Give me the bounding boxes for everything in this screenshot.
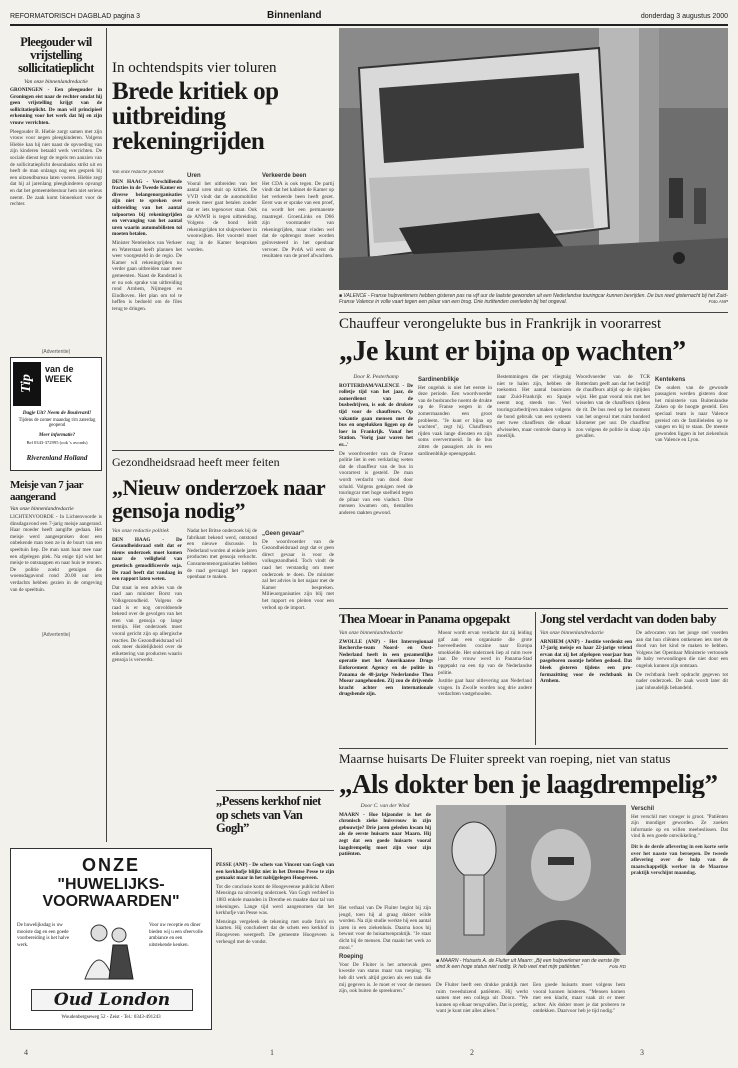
headline: Pleegouder wil vrijstelling sollicitatieplicht: [18, 35, 94, 75]
body-4: Een goede huisarts moet volgens hem vooral kunnen luisteren. "Mensen komen met een klacht, maar vaak zit er meer achter. Als dokter moet je dat proberen te ontdekken. Daarvoor heb je tijd nodig.": [533, 982, 625, 1015]
body-1: Het verhaal van De Fluiter begint bij zijn jeugd, toen hij al graag dokter wilde worden. Na zijn studie werkte hij een aantal jaren in een ziekenhuis. Daarna koos hij bewust voor de huisartsenpraktijk. "Je staat dicht bij de mensen. Dat maakt het werk zo mooi.": [339, 905, 431, 951]
chauffeur-kicker: Chauffeur verongelukte bus in Frankrijk in voorarrest: [339, 316, 662, 332]
chauffeur-col-3: [497, 374, 571, 604]
doctor-image: [436, 805, 626, 955]
body-2: De rechtbank heeft opdracht gegeven tot nader onderzoek. De zaak wordt later dit jaar inhoudelijk behandeld.: [636, 671, 728, 691]
ad-title-1: ONZE: [81, 855, 140, 875]
chauffeur-col-5: [655, 374, 728, 604]
advertisement-label: (Advertentie): [41, 349, 71, 355]
byline: Van onze binnenlandredactie: [339, 630, 403, 636]
gensoja-kicker: Gezondheidsraad heeft meer feiten: [112, 456, 280, 469]
chauffeur-col-2: [418, 374, 492, 604]
caption-text: VALENCE - Franse hulpverleners hebben gisteren pas na vijf uur de laatste gewonden uit een Nederlandse touringcar kunnen bevrijden. De bus reed gisternacht bij het Zuid-Franse Valence in volle vaart tegen een pilaar van een brug. Drie inzittenden overleden bij het ongeval.: [339, 293, 728, 305]
lead: ARNHEM (ANP) - Justitie verdenkt een 17-jarig meisje en haar 22-jarige vriend ervan dat zij het afgelopen voorjaar hun pasgeboren zoontje hebben gedood. Dat bleek gisteren tijdens een pro-formazitting voor de rechtbank in Arnhem.: [540, 638, 632, 685]
gensoja-col-2: [187, 528, 257, 728]
body-2: Het ongeluk is niet het eerste in deze periode. Een woordvoerder van de busbranche noemt de drukte op de Franse wegen in de zomermaanden een groot probleem. "Je kunt er bijna op wachten", zegt hij. Chauffeurs rijden vaak lange diensten en zijn soms oververmoeid. In de bus zitten de passagiers als in een sardinenblikje opeengepakt.: [418, 384, 492, 457]
body-4: Woordvoerder van de TCR Rotterdam geeft aan dat het bedrijf de chauffeurs altijd op de rijtijden wijst. Het gaat vooral mis met het wisselen van de chauffeurs tijdens de rit. De bus reed op het moment van het ongeval met ruim honderd kilometer per uur. De chauffeur zou volgens de politie in slaap zijn gevallen.: [576, 374, 650, 440]
panama-col-1: [339, 630, 433, 745]
footer-mark: 3: [640, 1048, 644, 1057]
chauffeur-headline: „Je kunt er bijna op wachten”: [339, 337, 686, 367]
section-rule: [339, 608, 728, 609]
lead: ROTTERDAM/VALENCE - De rolletje tijd van het jaar, de zomerdienst van de busbedrijven, is ook de drukste tijd voor de chauffeurs. Op vakantie gaan mensen met de bus en ongelukken liggen op de loer in Frankrijk. Vanaf het Station. 'Vorig jaar waren het er...': [339, 382, 413, 448]
page-date: donderdag 3 augustus 2000: [640, 13, 728, 20]
tip-advertisement: [10, 357, 102, 471]
section-rule: [216, 790, 334, 791]
body: LICHTENVOORDE - In Lichtenvoorde is dinsdagavond een 7-jarig meisje aangerand. Haar moeder heeft aangifte gedaan. Het meisje werd aangesproken door een onbekende man toen ze in de buurt van een speeltuin liep. De man nam haar mee naar een afgelegen plek. Na enige tijd wist het meisje te ontsnappen en naar huis te rennen. De politie zoekt getuigen die woensdagavond rond 20.00 uur iets verdachts hebben gezien in de omgeving van de speeltuin.: [10, 514, 102, 593]
lead: DEN HAAG - De Gezondheidsraad stelt dat er nieuw onderzoek moet komen naar de veiligheid van genetisch gemodificeerde soja. De raad heeft dat vandaag in een rapport laten weten.: [112, 536, 182, 583]
maarn-col-1: [339, 803, 431, 903]
subhead: „Geen gevaar”: [262, 531, 305, 537]
tip-line3: Meer informatie?: [38, 433, 76, 438]
byline: Van onze redactie politiek: [112, 528, 169, 534]
body-2: Nadat het Britse onderzoek bij de fabrikant bekend werd, ontstond een nieuwe discussie. In Nederland worden al enkele jaren producten met gensoja verkocht. Consumentenorganisaties hebben de raad gevraagd het rapport openbaar te maken.: [187, 528, 257, 581]
paper-name: REFORMATORISCH DAGBLAD pagina 3: [10, 13, 141, 20]
body-2: Voor De Fluiter is het artsenvak geen kwestie van status maar van roeping. "Ik heb dit werk altijd gezien als een taak die mij gegeven is. Je moet er voor de mensen zijn, ook buiten de spreekuren.": [339, 961, 431, 995]
spits-col-2: [187, 170, 257, 445]
body-1: Moear wordt ervan verdacht dat zij leiding gaf aan een organisatie die grote hoeveelheden cocaïne naar Europa smokkelde. Het onderzoek liep al ruim twee jaar. De vrouw werd in Panama-Stad opgepakt na een tip van de Nederlandse politie.: [438, 630, 532, 676]
gensoja-col-1: [112, 528, 182, 728]
tip-brand: Riverenland Holland: [26, 454, 88, 462]
footer-mark: 2: [470, 1048, 474, 1057]
subhead: Verschil: [631, 806, 655, 812]
lead: GRONINGEN - Een pleegouder in Groningen eist naar de rechter omdat hij geen vrijstelling krijgt van de sollicitatieplicht. De man wil principieel erkenning voor het werk dat hij en zijn vrouw verrichten.: [10, 87, 102, 126]
baby-col-1: [540, 630, 632, 745]
doctor-caption: [436, 958, 626, 980]
ad-title-3: VOORWAARDEN": [42, 893, 180, 910]
byline: Van onze redactie politiek: [112, 170, 164, 175]
ad-footer: Woudenbergseweg 52 - Zeist - Tel.: 0343-491243: [61, 1015, 161, 1020]
body-3: De Fluiter heeft een drukke praktijk met ruim tweeduizend patiënten. Hij werkt samen met een collega uit Doorn. "We kunnen op elkaar terugvallen. Dat is prettig, want je kunt niet alles alleen.": [436, 982, 528, 1015]
lead: PESSE (ANP) - De schets van Vincent van Gogh van een kerkhofje blijkt niet in het Drentse Pesse te zijn gemaakt maar in het nabijgelegen Hoogeveen.: [216, 862, 334, 882]
tip-phone: Bel 0343-372995 (ook 's avonds): [26, 440, 88, 445]
page-header: [10, 8, 728, 26]
article-pleegouder: [10, 36, 102, 313]
vangogh-body: [216, 862, 334, 1038]
ad-right-text: Voor uw receptie en diner bieden wij u een sfeervolle ambiance en een uitstekende keuken.: [149, 923, 203, 948]
tip-line2: Tijdens de zomer maandag t/m zaterdag geopend: [18, 418, 96, 428]
body-2: Mensinga vergeleek de tekening met oude foto's en kaarten. Hij concludeert dat de schets een kerkhof in Hoogeveen weergeeft. De gemeente Hoogeveen is verheugd met de vondst.: [216, 918, 334, 945]
gensoja-headline: „Nieuw onderzoek naar gensoja nodig”: [112, 476, 325, 522]
maarn-col-2: [339, 905, 431, 1030]
body: Pleegouder B. Hiebie zorgt samen met zijn vrouw voor negen pleegkinderen. Volgens Hiebie kan hij niet naast de opvoeding van zijn kinderen betaald werk verrichten. De sociale dienst legt de regels ten aanzien van de sollicitatieplicht desondanks strikt uit en heeft de man onlangs nog een gesprek bij een uitzendbureau laten voeren. Hiebie zegt dat hij al jarenlang pleegkinderen opvangt en dat het gemeentebestuur hem niet serieus neemt. De zaak komt binnenkort voor de rechter.: [10, 128, 102, 208]
subhead: Roeping: [339, 954, 363, 961]
kicker: In ochtendspits vier toluren: [112, 60, 277, 76]
section-title: Binnenland: [267, 10, 322, 21]
chauffeur-col-1: [339, 374, 413, 604]
byline: Van onze binnenlandredactie: [10, 506, 74, 512]
body-1: Dat staat in een advies van de raad aan minister Borst van Volksgezondheid. Volgens de raad is er nog onvoldoende bekend over de gevolgen van het eten van gensoja op lange termijn. Het onderzoek moet vooral gericht zijn op allergische reacties. De Gezondheidsraad wil ook meer duidelijkheid over de etikettering van producten waarin gensoja is verwerkt.: [112, 584, 182, 664]
photo-credit: Foto ANP: [708, 299, 728, 304]
caption-text: MAARN - Huisarts A. de Fluiter uit Maarn: „Bij een hulpverlener van de eerste lijn vind ik een hoge status niet nodig. Ik heb veel met mijn patiënten.”: [436, 958, 620, 970]
lead: ZWOLLE (ANP) - Het Interregionaal Recherche-team Noord- en Oost-Nederland heeft in een gezamenlijke operatie met het Amerikaanse Drugs Enforcement Agency en de politie in Panama de 48-jarige Nederlandse Thea Moear aangehouden. Zij zou de drijvende kracht achter een internationale drugsbende zijn.: [339, 638, 433, 698]
maarn-col-5: [631, 803, 728, 1031]
panama-col-2: [438, 630, 532, 745]
tip-line1: Dagje Uit? Neem de Boulevard!: [22, 410, 92, 416]
body-3: Het CDA is ook tegen. De partij vindt dat het kabinet de Kamer op het verkeerde been heeft gezet. Eerst was er sprake van een proef, nu wordt het een permanente maatregel. GroenLinks en D66 zijn voorstander van rekeningrijden, maar vinden wel dat de opbrengst moet worden geïnvesteerd in het openbaar vervoer. De PvdA wil eerst de resultaten van de proef afwachten.: [262, 180, 334, 260]
ad-brand: Oud London: [31, 989, 193, 1011]
body-1: Tot die conclusie komt de Hoogeveense publicist Albert Mensinga na uitvoerig onderzoek. Van Gogh verbleef in 1883 enkele maanden in Drenthe en maakte daar tal van tekeningen. Lange tijd werd aangenomen dat het kerkhofje van Pesse was.: [216, 883, 334, 917]
section-rule: [339, 312, 728, 313]
body-2: Vooral het uitbreiden van het aantal uren stuit op kritiek. De VVD vindt dat de automobilist steeds meer gaat betalen zonder dat er iets tegenover staat. Ook de ANWB is tegen uitbreiding. Volgens de bond leidt rekeningrijden tot sluipverkeer in woonwijken. Het voorstel moet nog in de Kamer besproken worden.: [187, 180, 257, 253]
ad-title-2: "HUWELIJKS-: [57, 876, 165, 893]
couple-illustration: [75, 919, 145, 981]
body-2: Justitie gaat haar uitlevering aan Nederland vragen. In Zwolle worden nog drie andere verdachten vastgehouden.: [438, 678, 532, 698]
tip-title: van de WEEK: [45, 364, 74, 384]
subhead: Sardinenblikje: [418, 377, 460, 383]
body-5: De ouders van de gewonde passagiers werden gisteren door het ministerie van Buitenlandse Zaken op de hoogte gesteld. Een speciaal team is naar Valence gereisd om de familieleden op te vangen en bij te staan. De meeste gewonden liggen in het ziekenhuis van Valence en Lyon.: [655, 384, 728, 444]
advertisement-label: (Advertentie): [41, 632, 71, 638]
headline: Brede kritiek op uitbreiding rekeningrijden: [112, 78, 279, 155]
caption-marker: ■: [339, 293, 344, 299]
spits-col-3: [262, 170, 334, 445]
body-1: Minister Netelenbos van Verkeer en Waterstaat heeft plannen het weer voorgesteld in de regio. De Kamer wil rekeningrijden nu verder gaan uitbreiden naar meer gemeenten. Naast de Randstad is er nu ook sprake van uitbreiding rond Arnhem, Nijmegen en Eindhoven. Het plan om tol te heffen is bedoeld om de files terug te dringen.: [112, 239, 182, 312]
footer-mark: 4: [24, 1048, 28, 1057]
column-divider: [535, 612, 536, 745]
subhead: Verkeerde been: [262, 173, 307, 179]
body-3: Bestemmingen die per vliegtuig niet te halen zijn, hebben de toekomst. Het aantal busreizen naar Zuid-Frankrijk en Spanje neemt nog steeds toe. Veel touringcarbedrijven maken volgens de bond gebruik van een systeem met twee chauffeurs die elkaar afwisselen, maar controle daarop is moeilijk.: [497, 374, 571, 440]
maarn-col-3: [436, 982, 528, 1034]
footer-mark: 1: [270, 1048, 274, 1057]
huwelijks-advertisement: [10, 848, 212, 1030]
section-rule: [339, 748, 728, 749]
photo-caption: [339, 293, 728, 309]
spits-col-1: [112, 170, 182, 445]
byline: Van onze binnenlandredactie: [540, 630, 604, 636]
body-1: De woordvoerder van de Franse politie liet in een verklaring weten dat de chauffeur van de bus in voorarrest is gesteld. De man wordt verdacht van dood door schuld. Volgens getuigen reed de touringcar met hoge snelheid tegen de pilaar van een viaduct. Drie mensen kwamen om, tientallen anderen raakten gewond.: [339, 450, 413, 516]
doctor-photo: [436, 805, 626, 955]
byline: Van onze binnenlandredactie: [24, 79, 88, 85]
panama-headline: Thea Moear in Panama opgepakt: [339, 612, 510, 626]
tip-word: Tip: [13, 362, 41, 406]
byline: Door C. van der Wind: [360, 803, 410, 809]
chauffeur-col-4: [576, 374, 650, 604]
body-1: De advocaten van het jonge stel voerden aan dat hun cliënten ontkennen iets met de dood van het kind te maken te hebben. Volgens het Openbaar Ministerie vertoonde de baby verwondingen die niet door een ongeluk kunnen zijn ontstaan.: [636, 630, 728, 669]
series-note: Dit is de derde aflevering in een korte serie over het naaste van beroepen. De tweede aflevering over de hulp van de maatschappelijk werker in de Maarnse praktijk verschijnt maandag.: [631, 843, 728, 877]
photo-credit: Foto RD: [609, 964, 626, 969]
body-5: Het verschil met vroeger is groot. "Patiënten zijn mondiger geworden. Ze zoeken informatie op en willen meebeslissen. Dat vind ik een goede ontwikkeling.": [631, 813, 728, 840]
baby-col-2: [636, 630, 728, 745]
body-3: De woordvoerder van de Gezondheidsraad zegt dat er geen direct gevaar is voor de volksgezondheid. Toch vindt de raad het verstandig om meer onderzoek te doen. De minister zal het advies in het najaar met de Kamer bespreken. Milieuorganisaties zijn blij met het rapport en pleiten voor een verbod op de import.: [262, 538, 334, 611]
caption-marker: ■: [436, 958, 441, 964]
baby-headline: Jong stel verdacht van doden baby: [540, 612, 716, 626]
bus-crash-photo: [339, 28, 728, 290]
byline: Door R. Pesterhamp: [353, 374, 399, 380]
maarn-headline: „Als dokter ben je laagdrempelig”: [339, 770, 718, 798]
lead: DEN HAAG - Verschillende fracties in de Tweede Kamer en diverse belangenorganisaties zijn niet te spreken over uitbreiding van het aantal tolpoorten bij rekeningrijden en vervanging van het aantal uren waarin automobilisten tol moeten betalen.: [112, 178, 182, 238]
vangogh-headline: „Pessens kerkhof niet op schets van Van Gogh”: [216, 795, 321, 835]
ad-left-text: De huwelijksdag is uw mooiste dag en een goede voorbereiding is het halve werk.: [17, 923, 70, 948]
bus-crash-image: [339, 28, 728, 290]
maarn-col-4: [533, 982, 625, 1034]
gensoja-col-3: [262, 528, 334, 728]
maarn-kicker: Maarnse huisarts De Fluiter spreekt van roeping, niet van status: [339, 752, 671, 766]
column-divider: [106, 28, 107, 842]
subhead: Kentekens: [655, 377, 686, 383]
subhead: Uren: [187, 173, 201, 179]
article-meisje: [10, 479, 102, 618]
headline: Meisje van 7 jaar aangerand: [10, 479, 83, 503]
lead: MAARN - Hoe bijzonder is het de chronisch zieke huisvrouw in zijn gebouwtje? Drie jaren geleden kwam hij als de eerste huisarts naar Maarn. Hij zegt dat een goede huisarts vooral laagdrempelig moet zijn voor zijn patiënten.: [339, 811, 431, 858]
section-rule: [112, 450, 334, 451]
